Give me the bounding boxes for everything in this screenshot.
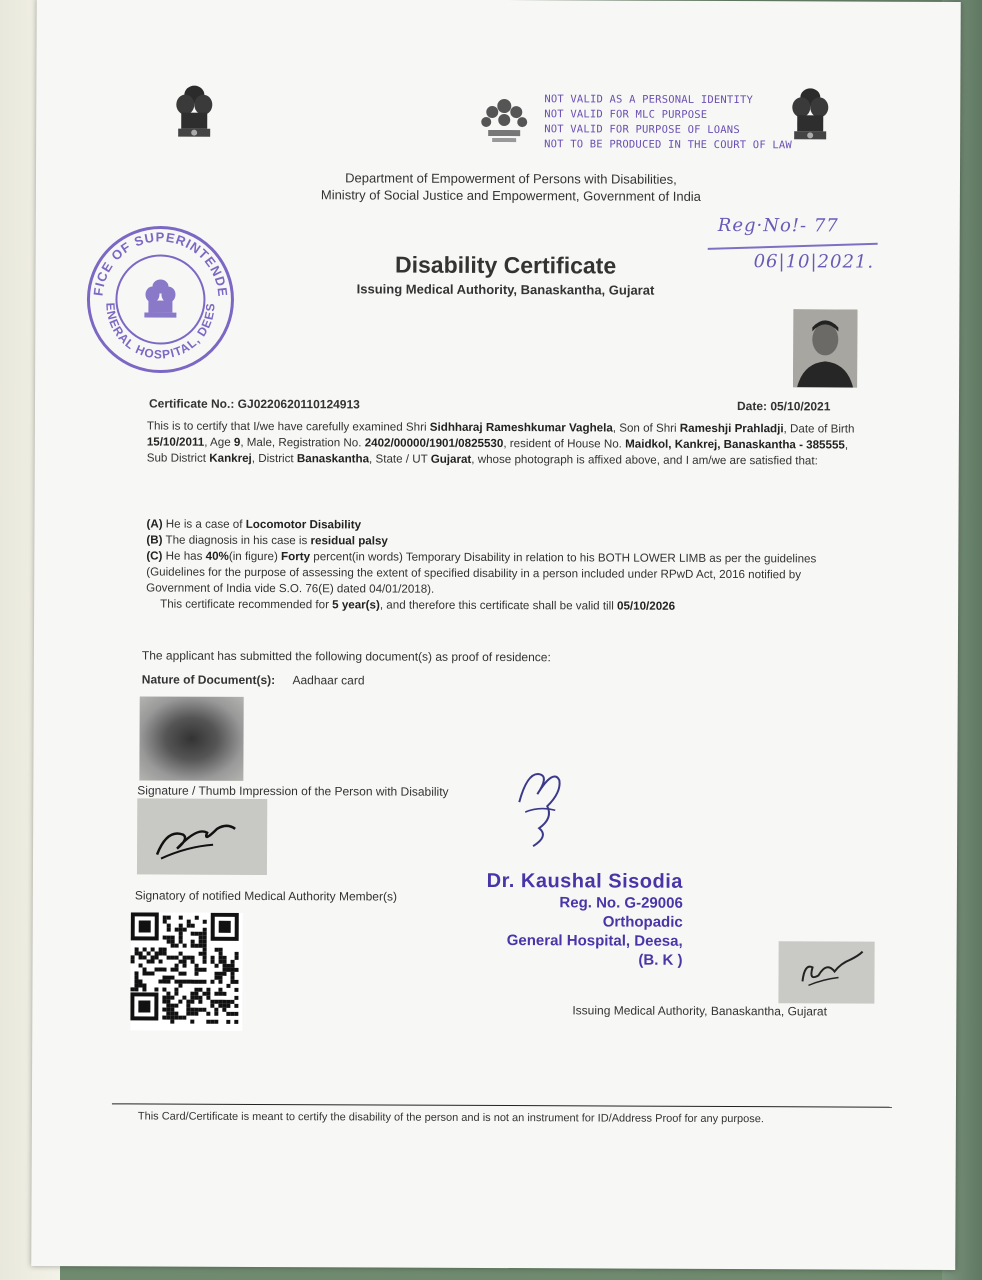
footer-disclaimer: This Card/Certificate is meant to certify the disability of the person and is not an instrument for ID/Address Proof for any purpose. xyxy=(137,1110,764,1126)
doctor-signature xyxy=(509,762,569,853)
ministry-name: Ministry of Social Justice and Empowerment, Government of India xyxy=(320,187,701,204)
footer-divider xyxy=(112,1103,892,1107)
body-text: , Date of Birth xyxy=(783,422,855,436)
item-a-prefix: (A) xyxy=(146,517,163,531)
age: 9 xyxy=(233,435,241,449)
item-c-prefix: (C) xyxy=(146,549,163,563)
certificate-date-value: 05/10/2021 xyxy=(770,399,831,414)
ministry-logo xyxy=(474,92,534,153)
item-c xyxy=(146,548,858,599)
district: Banaskantha xyxy=(296,452,370,466)
member-signature xyxy=(137,798,267,875)
body-text: , State / UT xyxy=(369,452,431,466)
certificate-number-label: Certificate No.: xyxy=(148,396,235,411)
doctor-reg: Reg. No. G-29006 xyxy=(559,894,683,912)
item-c-text: (in figure) xyxy=(228,549,282,564)
certificate-date xyxy=(737,399,830,413)
validity-years: 5 year(s) xyxy=(332,598,380,612)
body-text: , Sub District xyxy=(146,438,849,465)
body-text: This is to certify that I/we have carefully examined Shri xyxy=(146,419,430,434)
handwritten-reg-no: Reg·No!- 77 xyxy=(717,214,839,237)
item-c-text: He has xyxy=(162,549,206,563)
body-text: , whose photograph is affixed above, and I am/we are satisfied that: xyxy=(471,452,818,468)
authority-signature xyxy=(778,941,874,1003)
certificate-subtitle: Issuing Medical Authority, Banaskantha, Gujarat xyxy=(356,281,655,298)
validity-line xyxy=(146,596,858,615)
thumb-impression xyxy=(139,696,243,780)
doctor-district: (B. K ) xyxy=(638,951,683,969)
authority-label: Issuing Medical Authority, Banaskantha, Gujarat xyxy=(572,1003,827,1019)
stamp-line: NOT VALID AS A PERSONAL IDENTITY xyxy=(544,93,754,107)
disability-percent-words: Forty xyxy=(281,550,311,564)
residence-intro: The applicant has submitted the following document(s) as proof of residence: xyxy=(141,648,551,665)
certificate-number xyxy=(149,396,360,411)
validity-stamp xyxy=(544,92,792,153)
certificate-number-value: GJ0220620110124913 xyxy=(237,396,360,412)
stamp-line: NOT TO BE PRODUCED IN THE COURT OF LAW xyxy=(544,138,792,152)
doctor-department: Orthopadic xyxy=(602,913,683,931)
residence-document-value: Aadhaar card xyxy=(292,673,365,688)
disability-details xyxy=(146,516,858,615)
body-text: , District xyxy=(251,451,297,466)
validity-text: This certificate recommended for xyxy=(160,597,333,612)
department-name: Department of Empowerment of Persons with Disabilities, xyxy=(345,170,677,187)
certification-paragraph xyxy=(147,418,859,469)
sub-district: Kankrej xyxy=(209,451,252,465)
handwritten-underline xyxy=(708,243,878,250)
department-header xyxy=(276,169,746,205)
disability-percent: 40% xyxy=(205,549,229,563)
thumb-label: Signature / Thumb Impression of the Person with Disability xyxy=(137,783,449,799)
applicant-name: Sidhharaj Rameshkumar Vaghela xyxy=(429,420,613,435)
handwritten-reg-date: 06|10|2021. xyxy=(753,251,875,273)
valid-till-date: 05/10/2026 xyxy=(617,599,676,613)
body-text: , resident of House No. xyxy=(503,437,626,451)
father-name: Rameshji Prahladji xyxy=(679,421,784,436)
date-of-birth: 15/10/2011 xyxy=(146,435,205,449)
applicant-photo xyxy=(793,309,857,387)
item-a-text: He is a case of xyxy=(162,517,246,531)
stamp-line: NOT VALID FOR PURPOSE OF LOANS xyxy=(544,123,740,137)
office-seal xyxy=(80,224,241,380)
stamp-line: NOT VALID FOR MLC PURPOSE xyxy=(544,108,708,121)
doctor-hospital: General Hospital, Deesa, xyxy=(506,932,683,950)
certificate-date-label: Date: xyxy=(736,399,768,414)
doctor-stamp xyxy=(445,870,683,970)
state: Gujarat xyxy=(430,452,472,466)
qr-code xyxy=(130,912,243,1030)
item-b-text: The diagnosis in his case is xyxy=(162,533,311,548)
certificate-title: Disability Certificate xyxy=(394,251,617,279)
item-b-prefix: (B) xyxy=(146,533,163,547)
national-emblem-left xyxy=(164,83,224,147)
registration-number: 2402/00000/1901/0825530 xyxy=(364,436,504,451)
residence-document-label: Nature of Document(s): xyxy=(141,672,276,688)
house-address: Maidkol, Kankrej, Banaskantha - 385555 xyxy=(625,437,845,452)
item-c-text: percent(in words) Temporary Disability in relation to his BOTH LOWER LIMB as per the guidelines (Guidelines for the purpose of assessing the extent of specified disability in a person included under RPwD Act, 2016 notified by Government of India vide S.O. 76(E) dated 04/01/2018). xyxy=(146,550,817,596)
disability-type: Locomotor Disability xyxy=(245,517,362,532)
seal-top-text: OFFICE OF SUPERINTENDENT xyxy=(90,229,231,299)
doctor-name: Dr. Kaushal Sisodia xyxy=(486,869,683,893)
residence-document xyxy=(142,672,365,687)
diagnosis: residual palsy xyxy=(310,534,388,548)
body-text: , Male, Registration No. xyxy=(240,435,365,450)
certificate-sheet xyxy=(31,0,961,1270)
body-text: , Age xyxy=(204,435,234,449)
body-text: , Son of Shri xyxy=(612,421,680,435)
member-label: Signatory of notified Medical Authority Member(s) xyxy=(134,888,398,904)
validity-text: , and therefore this certificate shall be valid till xyxy=(379,598,618,613)
seal-bottom-text: GENERAL HOSPITAL, DEESA xyxy=(103,302,218,362)
